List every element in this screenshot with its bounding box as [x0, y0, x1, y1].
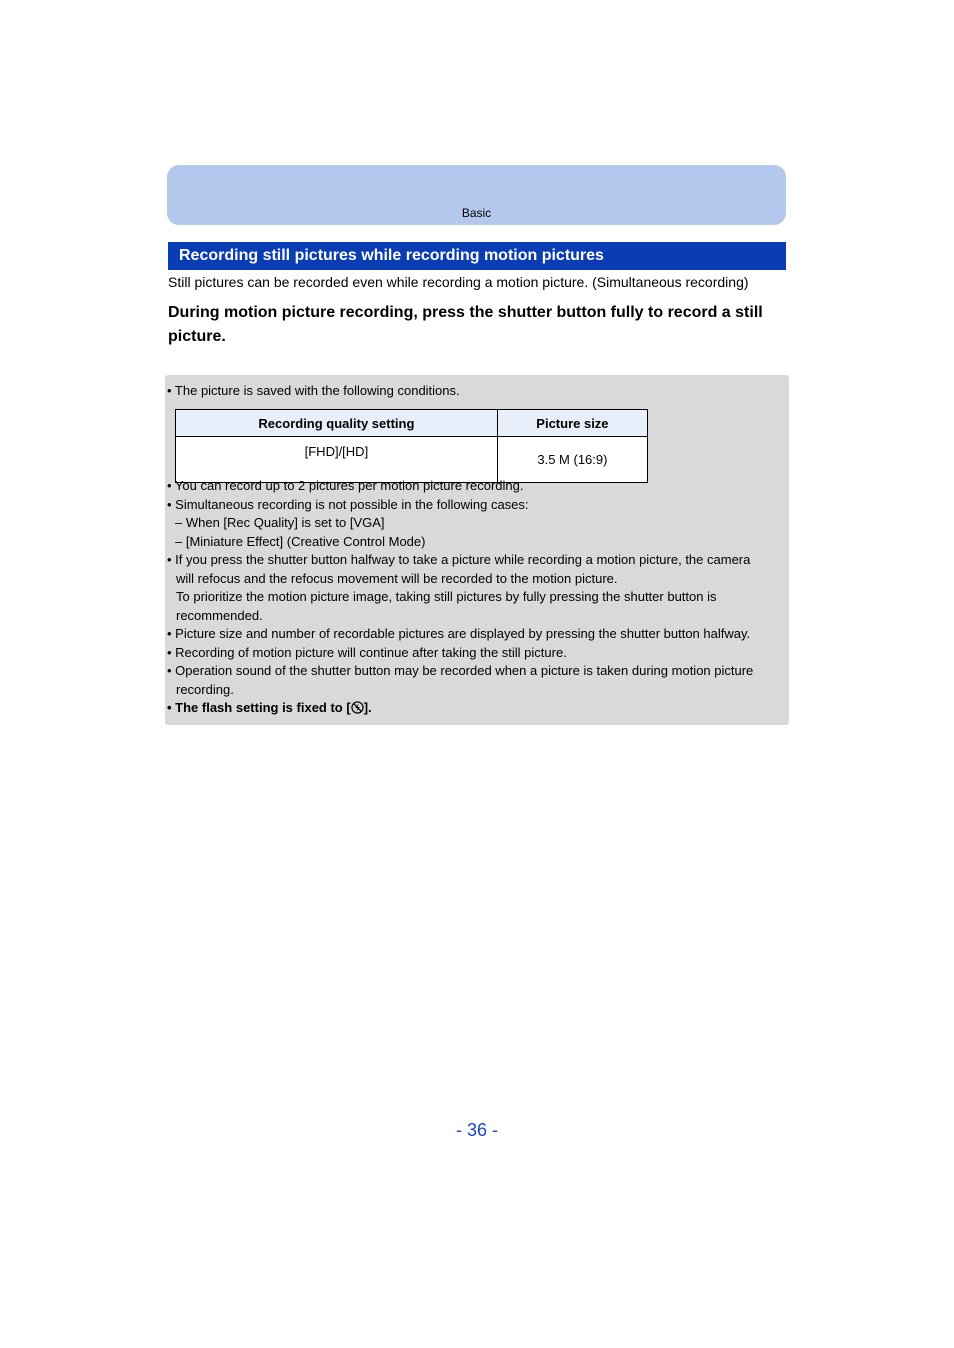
intro-text: Still pictures can be recorded even while recording a motion picture. (Simultaneous recording) [168, 274, 749, 290]
note-line: • Operation sound of the shutter button may be recorded when a picture is taken during motion picture [167, 663, 754, 678]
table-header-row [176, 410, 648, 437]
instruction-text: During motion picture recording, press the shutter button fully to record a still picture. [168, 304, 763, 345]
note-continuation: To prioritize the motion picture image, taking still pictures by fully pressing the shutter button is [176, 589, 717, 604]
conditions-intro: • The picture is saved with the following conditions. [167, 383, 460, 398]
flash-off-icon [351, 701, 364, 714]
header-label: Basic [461, 206, 492, 220]
note-subline: – [Miniature Effect] (Creative Control Mode) [175, 534, 426, 549]
section-title-bar [168, 242, 786, 270]
table-cell: 3.5 M (16:9) [497, 437, 647, 483]
conditions-table [175, 409, 648, 483]
page-number: - 36 - [455, 1120, 498, 1140]
header-band [167, 165, 786, 225]
table-header-cell: Picture size [497, 410, 647, 437]
note-continuation: recording. [176, 682, 234, 697]
flash-note-suffix: ]. [363, 700, 372, 715]
note-line: • If you press the shutter button halfway to take a picture while recording a motion picture, the camera [167, 552, 751, 567]
note-line: • Picture size and number of recordable pictures are displayed by pressing the shutter button halfway. [167, 626, 751, 641]
note-line: • Recording of motion picture will continue after taking the still picture. [167, 645, 567, 660]
table-header-cell: Recording quality setting [176, 410, 498, 437]
note-continuation: recommended. [176, 608, 263, 623]
note-subline: – When [Rec Quality] is set to [VGA] [175, 515, 385, 530]
flash-note [167, 700, 372, 716]
section-title: Recording still pictures while recording motion pictures [179, 247, 604, 264]
table-cell: [FHD]/[HD] [176, 437, 498, 483]
flash-note-prefix: • The flash setting is fixed to [ [167, 700, 351, 715]
note-line: • Simultaneous recording is not possible in the following cases: [167, 497, 529, 512]
note-continuation: will refocus and the refocus movement will be recorded to the motion picture. [176, 571, 618, 586]
note-line: • You can record up to 2 pictures per motion picture recording. [167, 478, 524, 493]
table-row [176, 437, 648, 483]
